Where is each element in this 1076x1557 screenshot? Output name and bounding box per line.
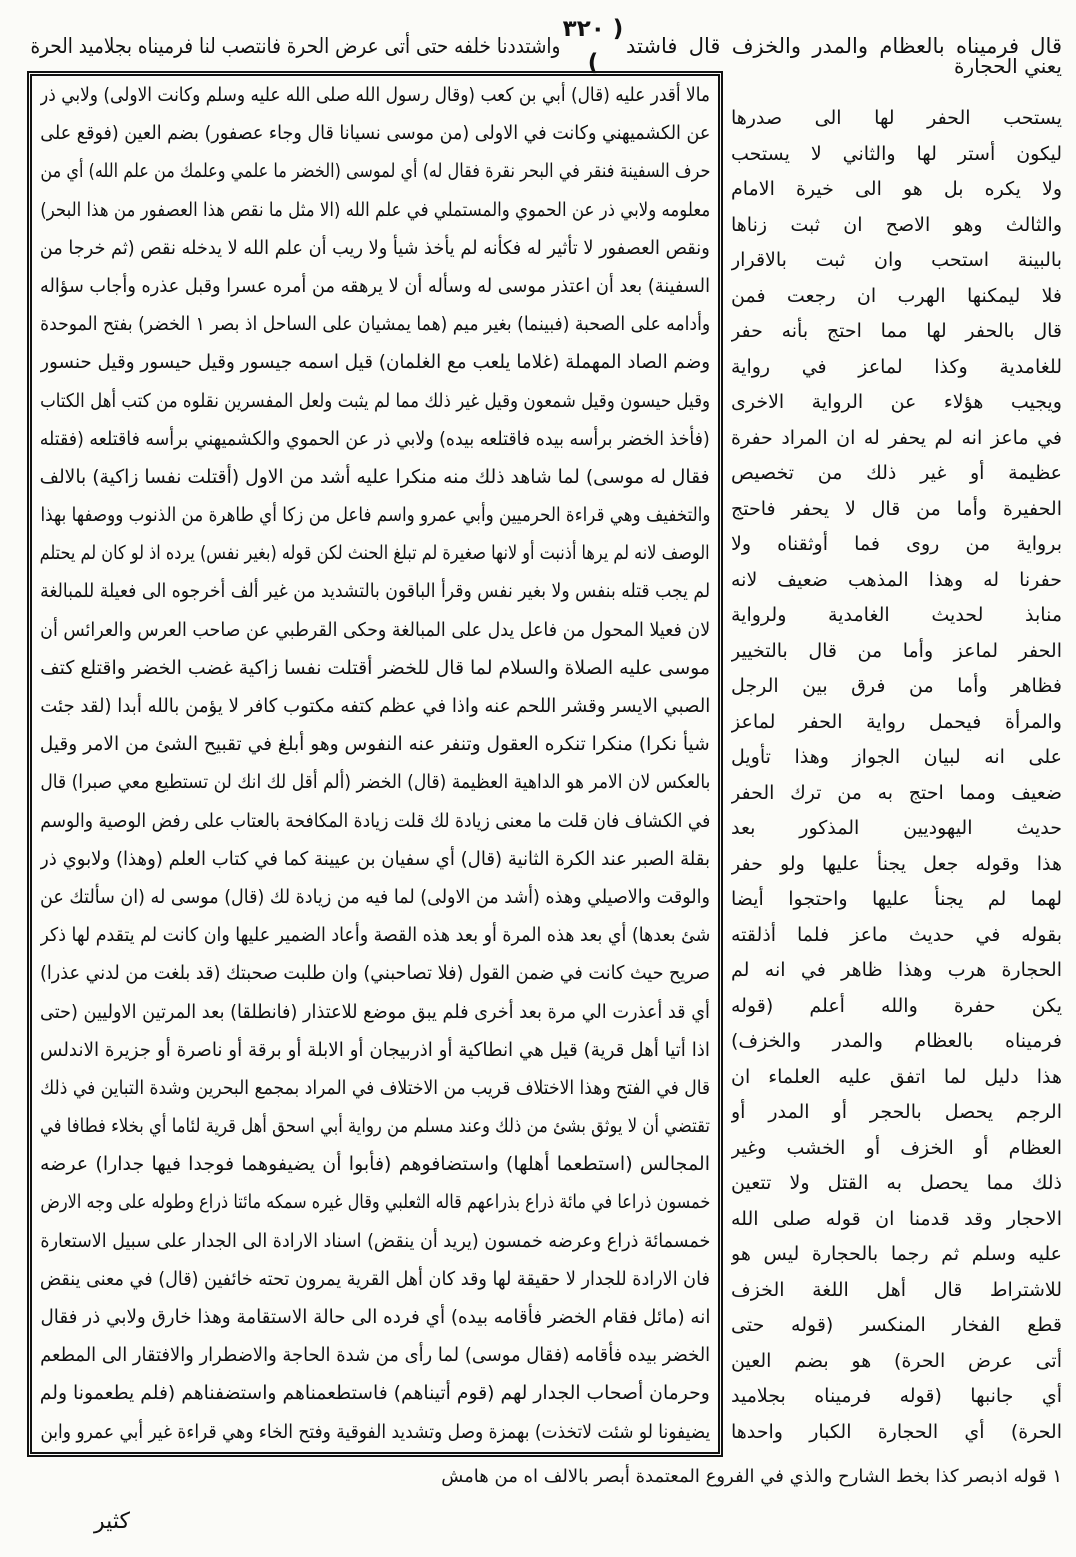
margin-text-line — [731, 847, 1062, 883]
main-text-line-content: والوقت والاصيلي وهذه (أشد من الاولى) لما فيه من زيادة لك (قال) موسى له (ان سألتك عن — [40, 885, 710, 908]
main-text-line — [40, 152, 710, 190]
margin-text-line — [731, 456, 1062, 492]
main-text-line — [40, 1183, 710, 1221]
margin-text-line-content: أتى عرض الحرة) هو بضم العين — [731, 1349, 1062, 1372]
main-text-line — [40, 611, 710, 649]
margin-text-line-content: بالبينة استحب وان ثبت بالاقرار — [731, 249, 1062, 271]
margin-text-line — [731, 1024, 1062, 1060]
main-text-column — [27, 71, 723, 1457]
main-text-line — [40, 267, 710, 305]
margin-text-line-content: عليه وسلم ثم رجما بالحجارة ليس هو — [731, 1243, 1062, 1265]
main-text-line — [40, 420, 710, 458]
header-text-left — [30, 29, 560, 63]
main-text-line-content: المجالس (استطعما أهلها) واستضافوهم (فأبوا أن يضيفوهما فوجدا فيها جدارا) عرضه — [40, 1153, 710, 1176]
catchword — [62, 1506, 162, 1538]
main-text-line-content: وضم الصاد المهملة (غلاما يلعب مع الغلمان) قيل اسمه جيسور وقيل حيسور وقيل حنسور — [40, 351, 710, 374]
margin-text-line — [731, 1273, 1062, 1309]
margin-text-line-content: الحرة) أي الحجارة الكبار واحدها — [731, 1420, 1062, 1443]
margin-text-line — [731, 137, 1062, 173]
margin-text-line — [731, 208, 1062, 244]
margin-text-line-content: أي جانبها (قوله فرميناه بجلاميد — [731, 1385, 1062, 1407]
margin-text-line-content: ويجيب هؤلاء عن الرواية الاخرى — [731, 391, 1062, 413]
main-text-line — [40, 687, 710, 725]
margin-text-line — [731, 918, 1062, 954]
main-text-line-content: موسى عليه الصلاة والسلام لما قال للخضر أقتلت نفسا زاكية غضب الخضر واقتلع كتف — [40, 656, 710, 679]
main-text-line — [40, 1413, 710, 1451]
margin-text-line-content: ذلك مما يحصل به القتل ولا تتعين — [731, 1172, 1062, 1194]
main-text-line — [40, 1298, 710, 1336]
main-text-line-content: الصبي الايسر وقشر اللحم عنه واذا في عظم كتفه مكتوب كافر لا يؤمن بالله أبدا (لقد جئت — [40, 695, 710, 717]
margin-text-line-content: هذا وقوله جعل يجنأ عليها ولو حفر — [731, 852, 1062, 875]
main-text-line — [40, 343, 710, 381]
margin-text-line — [731, 279, 1062, 315]
header-text-left-content: واشتددنا خلفه حتى أتى عرض الحرة فانتصب لنا فرميناه بجلاميد الحرة — [30, 34, 560, 58]
header-text-continuation-content: يعني الحجارة — [954, 54, 1062, 78]
main-text-line-content: فقال له موسى) لما شاهد ذلك منه منكرا عليه أشد من الاول (أقتلت نفسا زاكية) بالالف — [40, 465, 710, 488]
main-text-line — [40, 878, 710, 916]
main-text-line-content: معلومه ولابي ذر عن الحموي والمستملي في علم الله (الا مثل ما نقص هذا العصفور من هذا البحر) — [40, 198, 710, 221]
margin-text-line-content: برواية من روى فما أوثقناه ولا — [731, 533, 1062, 555]
margin-text-line — [731, 492, 1062, 528]
margin-text-line — [731, 101, 1062, 137]
margin-text-line-content: في ماعز انه لم يحفر له ان المراد حفرة — [731, 426, 1062, 449]
main-text-line — [40, 76, 710, 114]
margin-text-line — [731, 527, 1062, 563]
main-text-line-content: شيأ نكرا) منكرا تنكره العقول وتنفر عنه النفوس وهو أبلغ في تقبيح الشئ من الامر وقيل — [40, 733, 710, 756]
margin-text-line-content: فرميناه بالعظام والمدر والخزف) — [731, 1030, 1062, 1052]
margin-text-line-content: يكن حفرة والله أعلم (قوله — [731, 994, 1062, 1017]
margin-text-line-content: فظاهر وأما من فرق بين الرجل — [731, 675, 1062, 697]
margin-text-line-content: لهما لم يجنأ عليها واحتجوا أيضا — [731, 888, 1062, 910]
margin-text-line — [731, 243, 1062, 279]
header-text-right-content: قال فرميناه بالعظام والمدر والخزف قال فاشتد — [626, 34, 1062, 58]
main-text-line — [40, 114, 710, 152]
margin-text-line-content: حفرنا له وهذا المذهب ضعيف لانه — [731, 568, 1062, 591]
main-text-line — [40, 954, 710, 992]
main-text-line-content: والتخفيف وهي قراءة الحرميين وأبي عمرو واسم فاعل من زكا أي طاهرة من الذنوب ووصفها بهذا — [40, 504, 710, 527]
main-text-line — [40, 1336, 710, 1374]
margin-text-line-content: العظام أو الخزف أو الخشب وغير — [731, 1136, 1062, 1159]
margin-text-line — [731, 172, 1062, 208]
margin-text-line-content: هذا دليل لما اتفق عليه العلماء ان — [731, 1065, 1062, 1088]
main-text-line-content: لان فعيلا المحول من فاعل يدل على المبالغة وحكى القرطبي عن صاحب العرس والعرائس أن — [40, 618, 710, 641]
main-text-line-content: السفينة) بعد أن اعتذر موسى له وسأله أن لا يرهقه من أمره عسرا وقبل عذره وأجاب سؤاله — [40, 274, 710, 297]
margin-text-line — [731, 811, 1062, 847]
main-text-line-content: بالعكس لان الامر هو الداهية العظيمة (قال) الخضر (ألم أقل لك انك لن تستطيع معي صبرا) قال — [40, 771, 710, 794]
main-text-line — [40, 916, 710, 954]
main-text-line-content: صريح حيث كانت في ضمن القول (فلا تصاحبني) وان طلبت صحبتك (قد بلغت من لدني عذرا) — [40, 962, 710, 985]
main-text-line — [40, 763, 710, 801]
margin-text-line — [731, 1344, 1062, 1380]
margin-text-line — [731, 669, 1062, 705]
main-text-line — [40, 305, 710, 343]
margin-text-line — [731, 1379, 1062, 1415]
main-text-line-content: الوصف لانه لم يرها أذنبت أو لانها صغيرة لم تبلغ الحنث لكن قوله (بغير نفس) يرده اذ لو كان لم يحتلم — [40, 542, 710, 565]
main-text-line-content: خمسون ذراعا في مائة ذراع بذراعهم قاله الثعلبي وقال غيره سمكه مائتا ذراع وطوله على وجه الارض — [40, 1191, 710, 1214]
main-text-line-content: وأدامه على الصحبة (فبينما) بغير ميم (هما يمشيان على الساحل اذ بصر ١ الخضر) بفتح الموحدة — [40, 313, 710, 336]
footnote-text: ١ قوله اذبصر كذا بخط الشارح والذي في الفروع المعتمدة أبصر بالالف اه من هامش — [441, 1466, 1062, 1487]
margin-text-line-content: منابذ لحديث الغامدية ولرواية — [731, 604, 1062, 626]
main-text-line-content: (فأخذ الخضر برأسه بيده فاقتلعه بيده) ولابي ذر عن الحموي والكشميهني برأسه فاقتلعه (فقتله — [40, 427, 710, 450]
margin-text-line-content: فلا ليمكنها الهرب ان رجعت فمن — [731, 284, 1062, 307]
main-text-line — [40, 458, 710, 496]
margin-text-line — [731, 598, 1062, 634]
main-text-line — [40, 1260, 710, 1298]
margin-text-line-content: للاشتراط قال أهل اللغة الخزف — [731, 1278, 1062, 1301]
main-text-line — [40, 382, 710, 420]
main-text-line — [40, 572, 710, 610]
main-text-line-content: وقيل حيسون وقيل شمعون وقيل غير ذلك مما لم يثبت ولعل المفسرين نقلوه من كتب أهل الكتاب — [40, 389, 710, 412]
margin-text-line — [731, 740, 1062, 776]
main-text-line — [40, 725, 710, 763]
margin-text-line-content: ولا يكره بل هو الى خيرة الامام — [731, 178, 1062, 200]
main-text-line — [40, 1145, 710, 1183]
margin-text-line — [731, 350, 1062, 386]
margin-text-line — [731, 989, 1062, 1025]
margin-text-line — [731, 776, 1062, 812]
main-text-line-content: اذا أتيا أهل قرية) قيل هي انطاكية أو اذربيجان أو الابلة أو برقة أو ناصرة أو جزيرة الاندلس — [40, 1038, 710, 1061]
margin-text-line-content: للغامدية وكذا لماعز في رواية — [731, 355, 1062, 378]
margin-text-line — [731, 1202, 1062, 1238]
margin-text-line — [731, 1308, 1062, 1344]
main-text-line — [40, 534, 710, 572]
margin-text-line — [731, 1131, 1062, 1167]
main-text-line-content: فان الارادة للجدار لا حقيقة لها وقد كان أهل القرية يمرون تحته خائفين (قال) في معنى ينقض — [40, 1267, 710, 1290]
margin-text-line — [731, 882, 1062, 918]
main-text-line-content: مالا أقدر عليه (قال) أبي بن كعب (وقال رسول الله صلى الله عليه وسلم وكانت الاولى) ولابي ذر — [40, 84, 710, 106]
margin-text-line — [731, 1095, 1062, 1131]
margin-text-line-content: الحجارة هرب وهذا ظاهر في انه لم — [731, 959, 1062, 981]
main-text-line — [40, 1374, 710, 1412]
main-text-line-content: شئ بعدها) أي بعد هذه المرة أو بعد هذه القصة وأعاد الضمير عليها وان كانت لم يتقدم لها ذكر — [40, 924, 710, 947]
margin-text-line — [731, 1415, 1062, 1451]
main-text-line — [40, 1107, 710, 1145]
margin-text-line-content: يستحب الحفر لها الى صدرها — [731, 107, 1062, 129]
main-text-line-content: يضيفونا لو شئت لاتخذت) بهمزة وصل وتشديد الفوقية وفتح الخاء وهي قراءة غير أبي عمرو وابن — [40, 1420, 710, 1443]
margin-text-line — [731, 385, 1062, 421]
main-text-line-content: لم يجب قتله بنفس ولا بغير نفس وقرأ الباقون بالتشديد من غير ألف أخرجوه الى فعيلة للمبالغة — [40, 580, 710, 603]
main-text-line-content: حرف السفينة فنقر في البحر نقرة فقال له) أي لموسى (الخضر ما علمي وعلمك من علم الله) أي من — [40, 160, 710, 183]
main-text-line-content: عن الكشميهني وكانت في الاولى (من موسى نسيانا قال وجاء عصفور) بضم العين (فوقع على — [40, 122, 710, 145]
main-text-line — [40, 649, 710, 687]
margin-text-line — [731, 1060, 1062, 1096]
main-text-line-content: قال في الفتح وهذا الاختلاف قريب من الاختلاف في المراد بمجمع البحرين وشدة التباين في ذلك — [40, 1076, 710, 1099]
margin-text-line-content: ضعيف ومما احتج به من ترك الحفر — [731, 781, 1062, 804]
margin-text-line — [731, 314, 1062, 350]
footnote — [340, 1462, 1062, 1492]
margin-text-line — [731, 705, 1062, 741]
margin-text-line — [731, 634, 1062, 670]
margin-text-line-content: قطع الفخار المنكسر (قوله حتى — [731, 1314, 1062, 1336]
catchword-text: كثير — [94, 1509, 130, 1534]
margin-text-line-content: الحفيرة وأما من قال لا يحفر فاحتج — [731, 497, 1062, 520]
page-number: ( ٣٢٠ ) — [562, 16, 624, 76]
main-text-line — [40, 840, 710, 878]
margin-text-line — [731, 563, 1062, 599]
margin-text-line-content: الاحجار وقد قدمنا ان قوله صلى الله — [731, 1207, 1062, 1230]
margin-text-line — [731, 1237, 1062, 1273]
main-text-line-content: وحرمان أصحاب الجدار لهم (قوم أتيناهم) فاستطعمناهم واستضفناهم (فلم يطعمونا ولم — [40, 1382, 710, 1405]
main-text-line-content: في الكشاف فان قلت ما معنى زيادة لك قلت زيادة المكافحة بالعتاب على رفض الوصية والوسم — [40, 809, 710, 832]
margin-text-line — [731, 1166, 1062, 1202]
margin-text-line-content: ليكون أستر لها والثاني لا يستحب — [731, 142, 1062, 165]
margin-text-line-content: عظيمة أو غير ذلك من تخصيص — [731, 462, 1062, 484]
main-text-line-content: أي قد أعذرت الي مرة بعد أخرى فلم يبق موضع للاعتذار (فانطلقا) بعد المرتين الاوليين (حتى — [40, 1000, 710, 1023]
margin-text-line-content: قال بالحفر لها مما احتج بأنه حفر — [731, 320, 1062, 342]
main-text-line — [40, 229, 710, 267]
margin-text-line-content: بقوله في حديث ماعز فلما أذلقته — [731, 923, 1062, 946]
main-text-line-content: بقلة الصبر عند الكرة الثانية (قال) أي سفيان بن عيينة كما في كتاب العلم (وهذا) ولابوي ذر — [40, 847, 710, 870]
main-text-line-content: خمسمائة ذراع وعرضه خمسون (يريد أن ينقض) اسناد الارادة الى الجدار على سبيل الاستعارة — [40, 1229, 710, 1252]
margin-text-line-content: على انه لبيان الجواز وهذا تأويل — [731, 746, 1062, 768]
main-text-line — [40, 1031, 710, 1069]
header-text-continuation — [892, 52, 1062, 80]
margin-text-line-content: والمرأة فيحمل رواية الحفر لماعز — [731, 710, 1062, 733]
main-text-line — [40, 191, 710, 229]
main-text-line — [40, 993, 710, 1031]
margin-text-line — [731, 953, 1062, 989]
main-text-line — [40, 1222, 710, 1260]
margin-text-line-content: الرجم يحصل بالحجر أو المدر أو — [731, 1101, 1062, 1123]
margin-commentary-column — [731, 101, 1062, 1450]
margin-text-line-content: والثالث وهو الاصح ان ثبت زناها — [731, 213, 1062, 236]
margin-text-line-content: حديث اليهوديين المذكور بعد — [731, 817, 1062, 839]
margin-text-line — [731, 421, 1062, 457]
main-text-line-content: انه (مائل فقام الخضر فأقامه بيده) أي فرده الى حالة الاستقامة وهذا خارق ولابي ذر فقال — [40, 1306, 710, 1328]
main-text-line-content: ونقص العصفور لا تأثير له فكأنه لم يأخذ شيأ ولا ريب أن علم الله لا يدخله نقص (ثم خرجا من — [40, 236, 710, 259]
main-text-line — [40, 802, 710, 840]
main-text-line — [40, 496, 710, 534]
main-text-line-content: تقتضي أن لا يوثق بشئ من ذلك وعند مسلم من رواية أبي اسحق أهل قرية لئاما أي بخلاء فطافا في — [40, 1115, 710, 1138]
margin-text-line-content: الحفر لماعز وأما من قال بالتخيير — [731, 639, 1062, 662]
main-text-line — [40, 1069, 710, 1107]
main-text-line-content: الخضر بيده فأقامه (فقال موسى) لما رأى من شدة الحاجة والاضطرار والافتقار الى المطعم — [40, 1344, 710, 1367]
